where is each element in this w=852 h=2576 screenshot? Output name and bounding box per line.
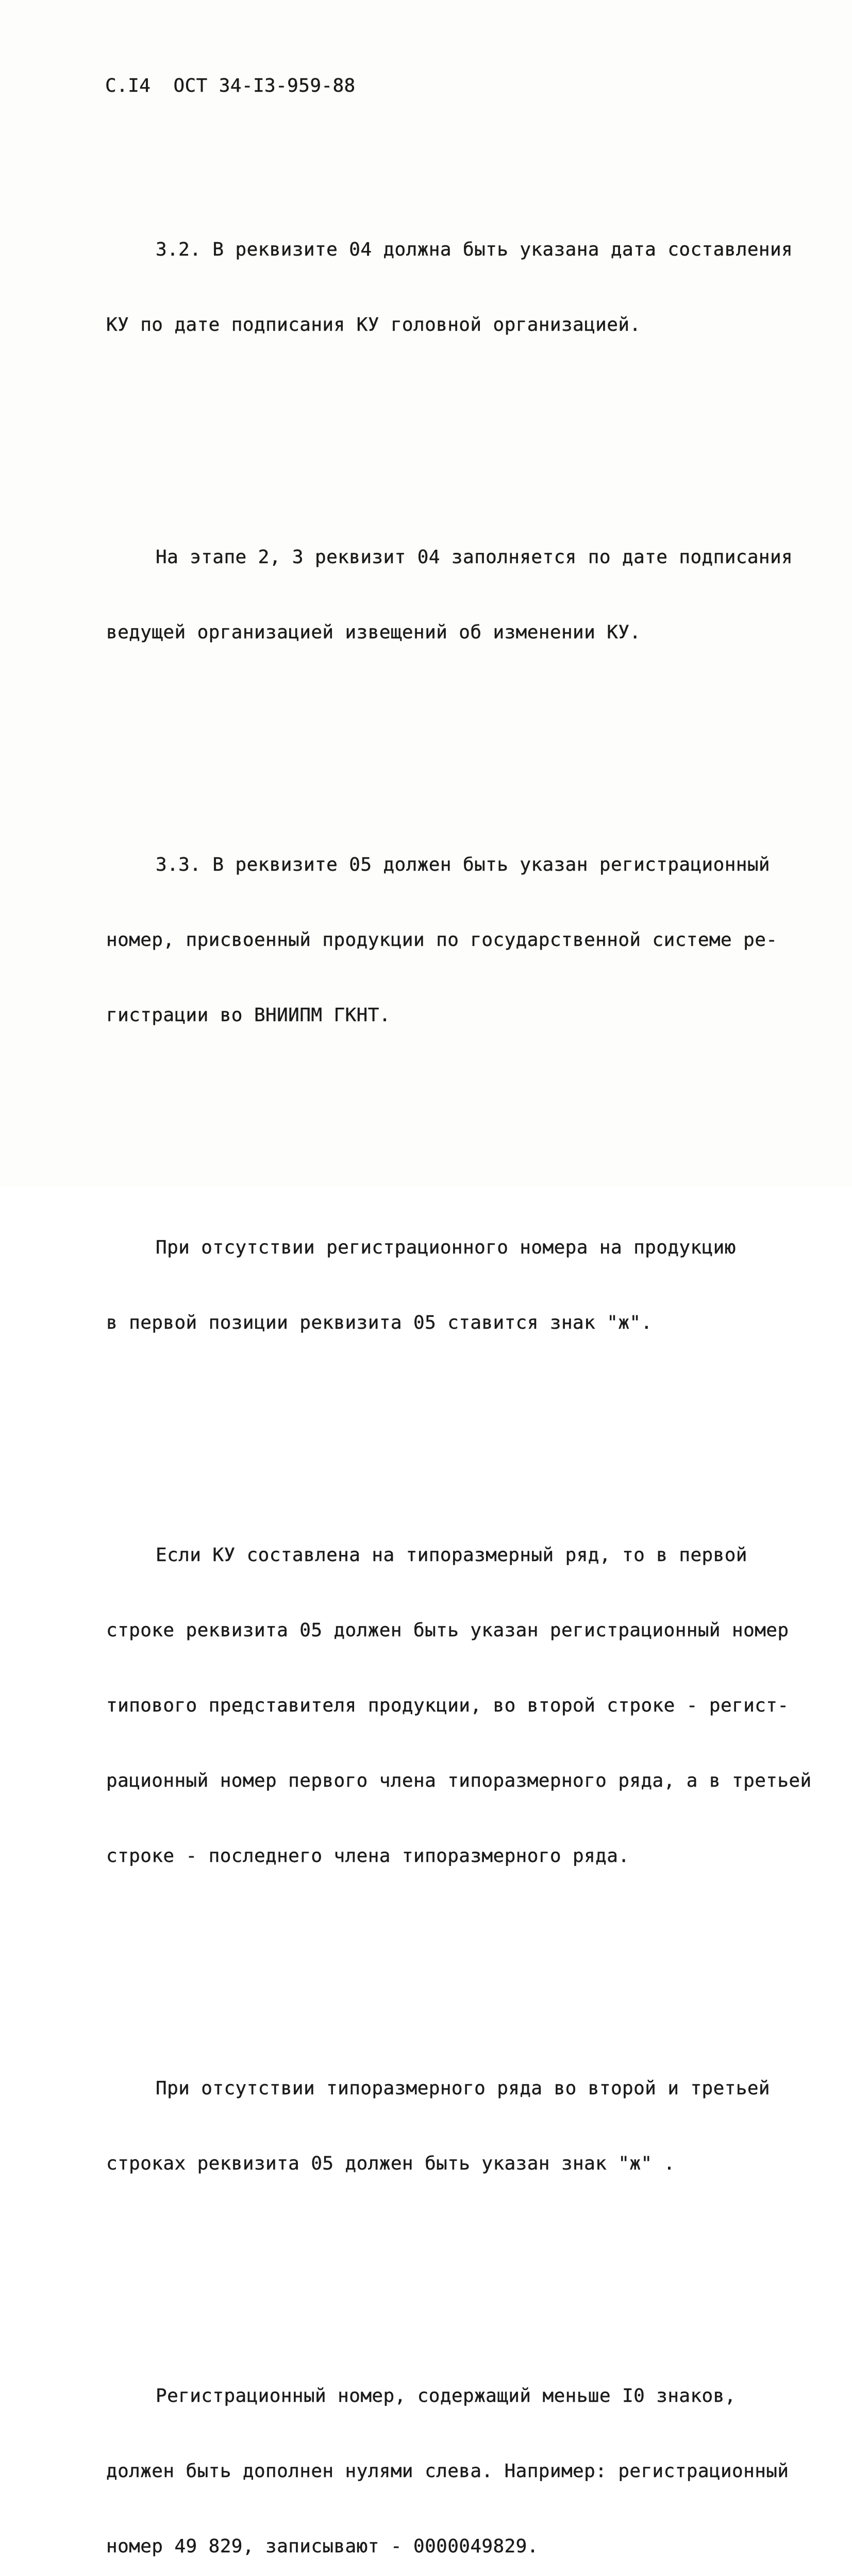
text-line: строке реквизита 05 должен быть указан регистрационный номер [106,1620,789,1641]
text-line: КУ по дате подписания КУ головной организацией. [106,314,641,335]
paragraph [106,191,793,384]
paragraph [106,2030,776,2223]
text-line: рационный номер первого члена типоразмерного ряда, а в третьей [106,1770,812,1791]
text-line: в первой позиции реквизита 05 ставится знак "ж". [106,1312,653,1333]
paragraph [106,806,776,1074]
text-line: На этапе 2, 3 реквизит 04 заполняется по дате подписания [156,547,793,568]
paragraph [106,499,793,691]
text-line: строках реквизита 05 должен быть указан знак "ж" . [106,2153,675,2174]
document-body [106,128,812,2576]
text-line: Регистрационный номер, содержащий меньше I0 знаков, [156,2385,736,2406]
text-line: строке - последнего члена типоразмерного ряда. [106,1845,630,1867]
text-line: Если КУ составлена на типоразмерный ряд, то в первой [156,1545,747,1566]
text-line: должен быть дополнен нулями слева. Например: регистрационный [106,2461,789,2482]
paragraph [106,2337,789,2576]
text-line: При отсутствии типоразмерного ряда во второй и третьей [156,2078,770,2099]
text-line: 3.3. В реквизите 05 должен быть указан регистрационный [156,854,770,875]
text-line: типового представителя продукции, во второй строке - регист- [106,1695,789,1716]
text-line: номер, присвоенный продукции по государственной системе ре- [106,929,778,951]
page-header: С.I4 ОСТ 34-I3-959-88 [105,75,356,96]
text-line: 3.2. В реквизите 04 должна быть указана дата составления [156,239,793,260]
text-line: При отсутствии регистрационного номера на продукцию [156,1237,736,1258]
paragraph [106,1189,776,1382]
paragraph [106,1497,812,1915]
text-line: ведущей организацией извещений об изменении КУ. [106,622,641,643]
text-line: гистрации во ВНИИПМ ГКНТ. [106,1005,391,1026]
text-line: номер 49 829, записывают - 0000049829. [106,2536,539,2557]
